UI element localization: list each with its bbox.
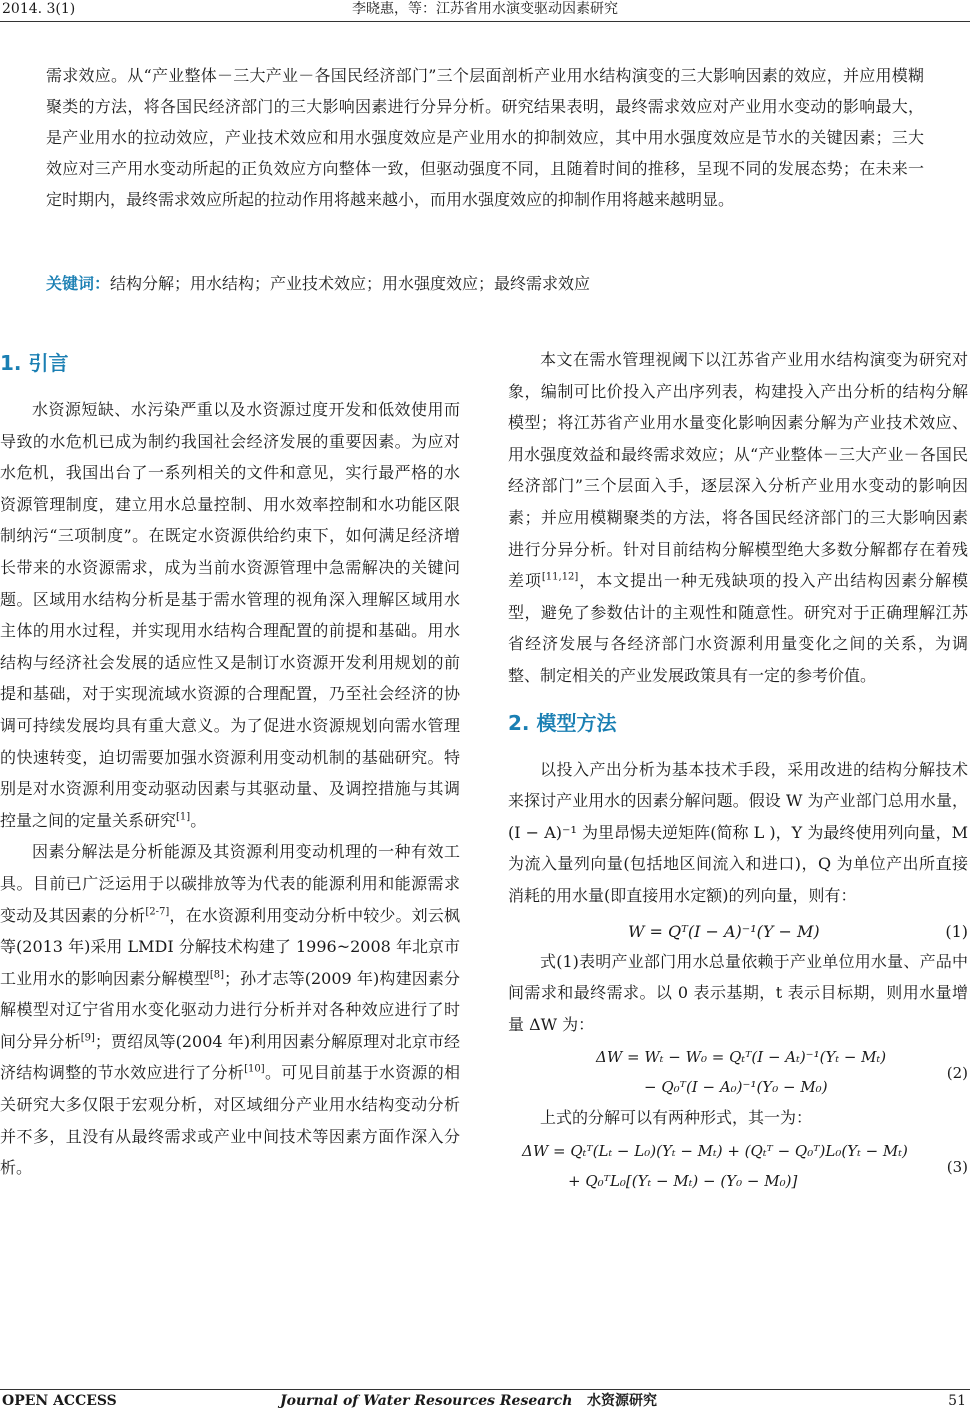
section-1-title: 1. 引言 bbox=[0, 351, 69, 375]
equation-3-number: (3) bbox=[946, 1157, 968, 1176]
left-column bbox=[0, 344, 460, 1184]
equation-3 bbox=[508, 1134, 968, 1196]
volume-issue: 2014. 3(1) bbox=[2, 1, 76, 17]
equation-2-line-1: ΔW = Wₜ − W₀ = Qₜᵀ(I − Aₜ)⁻¹(Yₜ − Mₜ) bbox=[596, 1048, 887, 1067]
intro-paragraph-1: 水资源短缺、水污染严重以及水资源过度开发和低效使用而导致的水危机已成为制约我国社会经济发展的重要因素。为应对水危机，我国出台了一系列相关的文件和意见，实行最严格的水资源管理制度，建立用水总量控制、用水效率控制和水功能区限制纳污“三项制度”。在既定水资源供给约束下，如何满足经济增长带来的水资源需求，成为当前水资源管理中急需解决的关键问题。区域用水结构分析是基于需水管理的视角深入理解区域用水主体的用水过程，并实现用水结构合理配置的前提和基础。用水结构与经济社会发展的适应性又是制订水资源开发利用规划的前提和基础，对于实现流域水资源的合理配置，乃至社会经济的协调可持续发展均具有重大意义。为了促进水资源规划向需水管理的快速转变，迫切需要加强水资源利用变动机制的基础研究。特别是对水资源利用变动驱动因素与其驱动量、及调控措施与其调控量之间的定量关系研究[1]。 bbox=[0, 400, 460, 830]
equation-2-number: (2) bbox=[946, 1064, 968, 1083]
running-title: 李晓惠，等：江苏省用水演变驱动因素研究 bbox=[352, 1, 618, 17]
header-rule bbox=[0, 21, 970, 22]
method-paragraph-1: 以投入产出分析为基本技术手段，采用改进的结构分解技术来探讨产业用水的因素分解问题。假设 W 为产业部门总用水量，(I − A)⁻¹ 为里昂惕夫逆矩阵(简称 L )，Y 为最终使用列向量，M 为流入量列向量(包括地区间流入和进口)，Q 为单位产出所直接消耗的用水量(即直接用水定额)的列向量，则有： bbox=[508, 759, 968, 905]
running-header bbox=[0, 0, 970, 22]
equation-1-number: (1) bbox=[945, 921, 968, 941]
citation: [8] bbox=[209, 969, 225, 981]
footer-rule bbox=[0, 1389, 970, 1390]
equation-1 bbox=[508, 912, 968, 946]
equation-2-line-2: − Q₀ᵀ(I − A₀)⁻¹(Y₀ − M₀) bbox=[644, 1078, 828, 1097]
equation-2 bbox=[508, 1040, 968, 1102]
equation-1-formula: W = Qᵀ(I − A)⁻¹(Y − M) bbox=[628, 921, 820, 941]
keywords-label: 关键词： bbox=[46, 274, 111, 293]
abstract-text: 需求效应。从“产业整体－三大产业－各国民经济部门”三个层面剖析产业用水结构演变的三大影响因素的效应，并应用模糊聚类的方法，将各国民经济部门的三大影响因素进行分异分析。研究结果表明，最终需求效应对产业用水变动的影响最大，是产业用水的拉动效应，产业技术效应和用水强度效应是产业用水的抑制效应，其中用水强度效应是节水的关键因素；三大效应对三产用水变动所起的正负效应方向整体一致，但驱动强度不同，且随着时间的推移，呈现不同的发展态势；在未来一定时期内，最终需求效应所起的拉动作用将越来越小，而用水强度效应的抑制作用将越来越明显。 bbox=[46, 66, 924, 209]
right-column bbox=[508, 344, 968, 1196]
intro-paragraph-3: 本文在需水管理视阈下以江苏省产业用水结构演变为研究对象，编制可比价投入产出序列表，构建投入产出分析的结构分解模型；将江苏省产业用水量变化影响因素分解为产业技术效应、用水强度效益和最终需求效应；从“产业整体－三大产业－各国民经济部门”三个层面入手，逐层深入分析产业用水变动的影响因素；并应用模糊聚类的方法，将各国民经济部门的三大影响因素进行分异分析。针对目前结构分解模型绝大多数分解都存在着残差项[11,12]，本文提出一种无残缺项的投入产出结构因素分解模型，避免了参数估计的主观性和随意性。研究对于正确理解江苏省经济发展与各经济部门水资源利用量变化之间的关系，为调整、制定相关的产业发展政策具有一定的参考价值。 bbox=[508, 350, 968, 685]
equation-3-line-2: + Q₀ᵀL₀[(Yₜ − Mₜ) − (Y₀ − M₀)] bbox=[568, 1171, 798, 1190]
citation: [1] bbox=[176, 811, 191, 823]
citation: [9] bbox=[80, 1032, 95, 1044]
journal-name: Journal of Water Resources Research 水资源研究 bbox=[280, 1393, 658, 1409]
page-number: 51 bbox=[948, 1393, 966, 1409]
citation: [2-7] bbox=[145, 906, 170, 918]
open-access-label: OPEN ACCESS bbox=[2, 1393, 117, 1409]
page-footer bbox=[0, 1392, 970, 1412]
equation-3-line-1: ΔW = Qₜᵀ(Lₜ − L₀)(Yₜ − Mₜ) + (Qₜᵀ − Q₀ᵀ)L₀(Yₜ − Mₜ) bbox=[522, 1141, 908, 1160]
method-paragraph-3: 上式的分解可以有两种形式，其一为： bbox=[540, 1108, 813, 1128]
citation: [10] bbox=[244, 1064, 265, 1076]
intro-paragraph-2: 因素分解法是分析能源及其资源利用变动机理的一种有效工具。目前已广泛运用于以碳排放等为代表的能源利用和能源需求变动及其因素的分析[2-7]，在水资源利用变动分析中较少。刘云枫等(2013 年)采用 LMDI 分解技术构建了 1996~2008 年北京市工业用水的影响因素分解模型[8]；孙才志等(2009 年)构建因素分解模型对辽宁省用水变化驱动力进行分析并对各种效应进行了时间分异分析[9]；贾绍凤等(2004 年)利用因素分解原理对北京市经济结构调整的节水效应进行了分析[10]。可见目前基于水资源的相关研究大多仅限于宏观分析，对区域细分产业用水结构变动分析并不多，且没有从最终需求或产业中间技术等因素方面作深入分析。 bbox=[0, 842, 460, 1178]
section-2-title: 2. 模型方法 bbox=[508, 710, 617, 735]
citation: [11,12] bbox=[541, 571, 579, 583]
keywords bbox=[46, 270, 590, 298]
keywords-text: 结构分解；用水结构；产业技术效应；用水强度效应；最终需求效应 bbox=[110, 274, 591, 293]
method-paragraph-2: 式(1)表明产业部门用水总量依赖于产业单位用水量、产品中间需求和最终需求。以 0 表示基期，t 表示目标期，则用水量增量 ΔW 为： bbox=[508, 951, 968, 1034]
